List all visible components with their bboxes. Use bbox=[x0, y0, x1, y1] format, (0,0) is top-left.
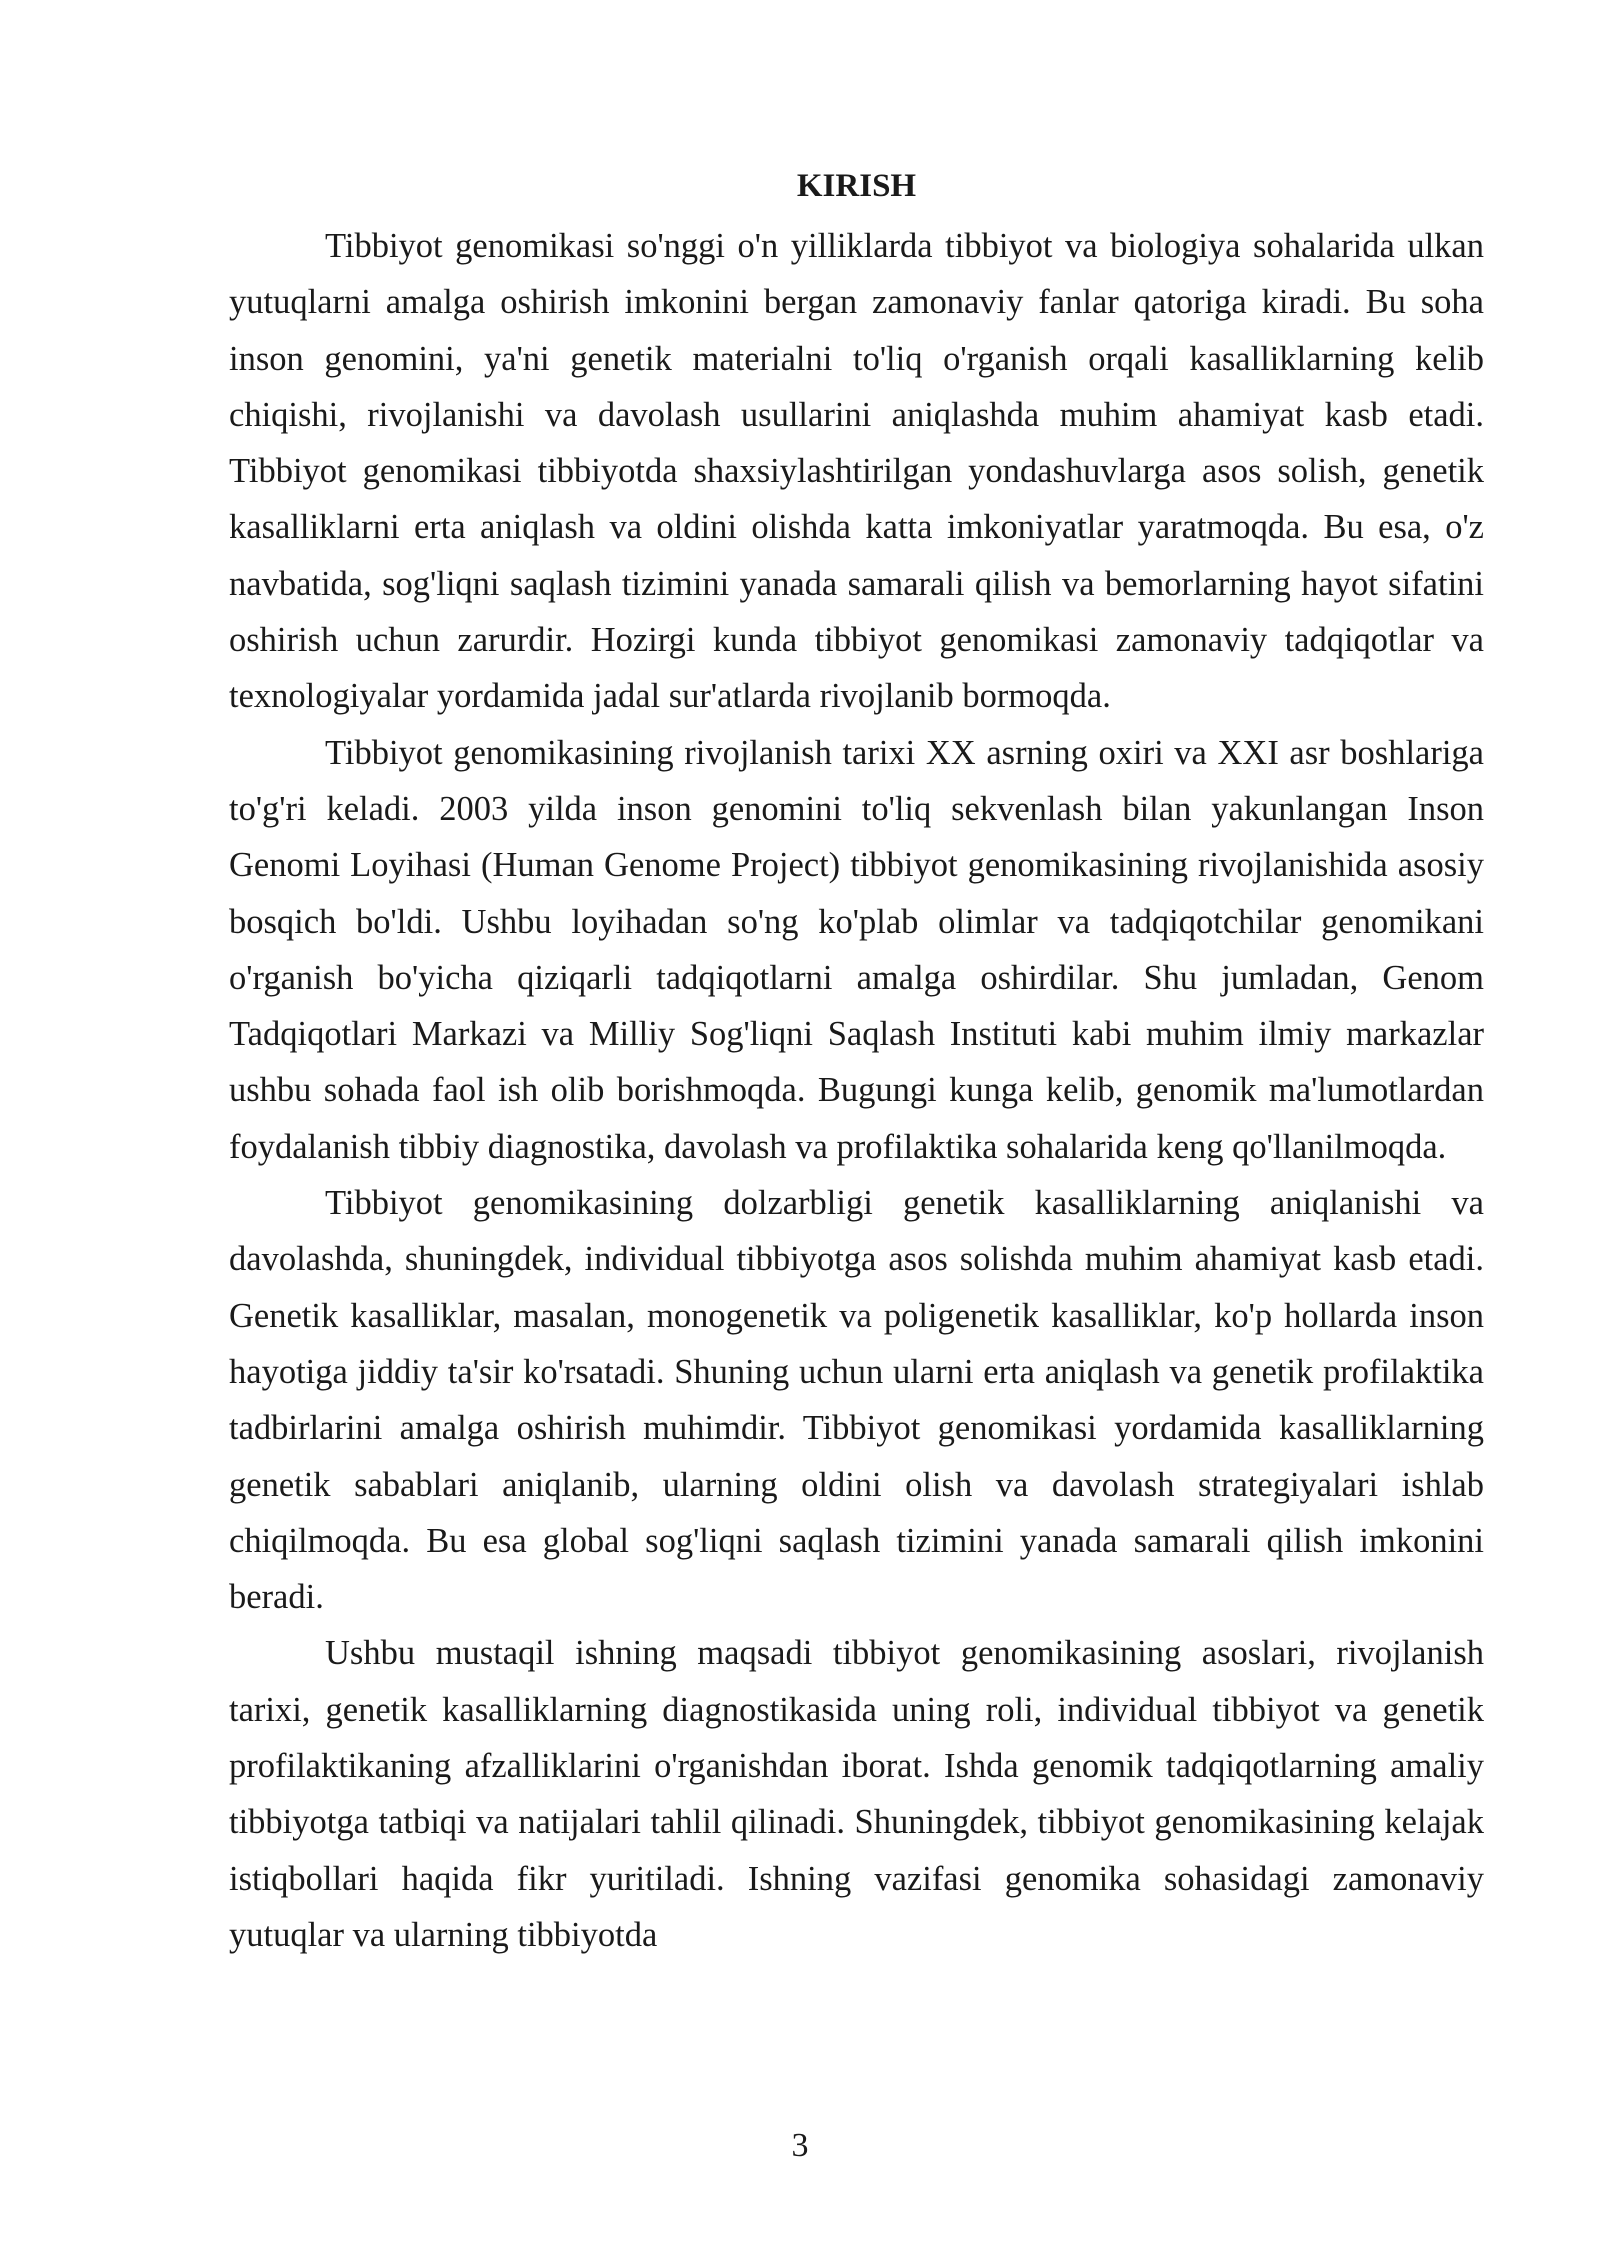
paragraph-4: Ushbu mustaqil ishning maqsadi tibbiyot genomikasining asoslari, rivojlanish tarixi, genetik kasalliklarning diagnostikasida uning roli, individual tibbiyot va genetik profilaktikaning afzalliklarini o'rganishdan iborat. Ishda genomik tadqiqotlarning amaliy tibbiyotga tatbiqi va natijalari tahlil qilinadi. Shuningdek, tibbiyot genomikasining kelajak istiqbollari haqida fikr yuritiladi. Ishning vazifasi genomika sohasidagi zamonaviy yutuqlar va ularning tibbiyotda bbox=[229, 1634, 1484, 1954]
page-title: KIRISH bbox=[796, 168, 917, 204]
paragraph-2: Tibbiyot genomikasining rivojlanish tarixi XX asrning oxiri va XXI asr boshlariga to'g'ri keladi. 2003 yilda inson genomini to'liq sekvenlash bilan yakunlangan Inson Genomi Loyihasi (Human Genome Project) tibbiyot genomikasining rivojlanishida asosiy bosqich bo'ldi. Ushbu loyihadan so'ng ko'plab olimlar va tadqiqotchilar genomikani o'rganish bo'yicha qiziqarli tadqiqotlarni amalga oshirdilar. Shu jumladan, Genom Tadqiqotlari Markazi va Milliy Sog'liqni Saqlash Instituti kabi muhim ilmiy markazlar ushbu sohada faol ish olib borishmoqda. Bugungi kunga kelib, genomik ma'lumotlardan foydalanish tibbiy diagnostika, davolash va profilaktika sohalarida keng qo'llanilmoqda. bbox=[229, 733, 1484, 1166]
paragraph-1: Tibbiyot genomikasi so'nggi o'n yilliklarda tibbiyot va biologiya sohalarida ulkan yutuqlarni amalga oshirish imkonini bergan zamonaviy fanlar qatoriga kiradi. Bu soha inson genomini, ya'ni genetik materialni to'liq o'rganish orqali kasalliklarning kelib chiqishi, rivojlanishi va davolash usullarini aniqlashda muhim ahamiyat kasb etadi. Tibbiyot genomikasi tibbiyotda shaxsiylashtirilgan yondashuvlarga asos solish, genetik kasalliklarni erta aniqlash va oldini olishda katta imkoniyatlar yaratmoqda. Bu esa, o'z navbatida, sog'liqni saqlash tizimini yanada samarali qilish va bemorlarning hayot sifatini oshirish uchun zarurdir. Hozirgi kunda tibbiyot genomikasi zamonaviy tadqiqotlar va texnologiyalar yordamida jadal sur'atlarda rivojlanib bormoqda. bbox=[229, 227, 1484, 716]
paragraph-3: Tibbiyot genomikasining dolzarbligi genetik kasalliklarning aniqlanishi va davolashda, shuningdek, individual tibbiyotga asos solishda muhim ahamiyat kasb etadi. Genetik kasalliklar, masalan, monogenetik va poligenetik kasalliklar, ko'p hollarda inson hayotiga jiddiy ta'sir ko'rsatadi. Shuning uchun ularni erta aniqlash va genetik profilaktika tadbirlarini amalga oshirish muhimdir. Tibbiyot genomikasi yordamida kasalliklarning genetik sabablari aniqlanib, ularning oldini olish va davolash strategiyalari ishlab chiqilmoqda. Bu esa global sog'liqni saqlash tizimini yanada samarali qilish imkonini beradi. bbox=[229, 1184, 1484, 1617]
page-number: 3 bbox=[791, 2127, 809, 2164]
page-content bbox=[229, 164, 1484, 1963]
